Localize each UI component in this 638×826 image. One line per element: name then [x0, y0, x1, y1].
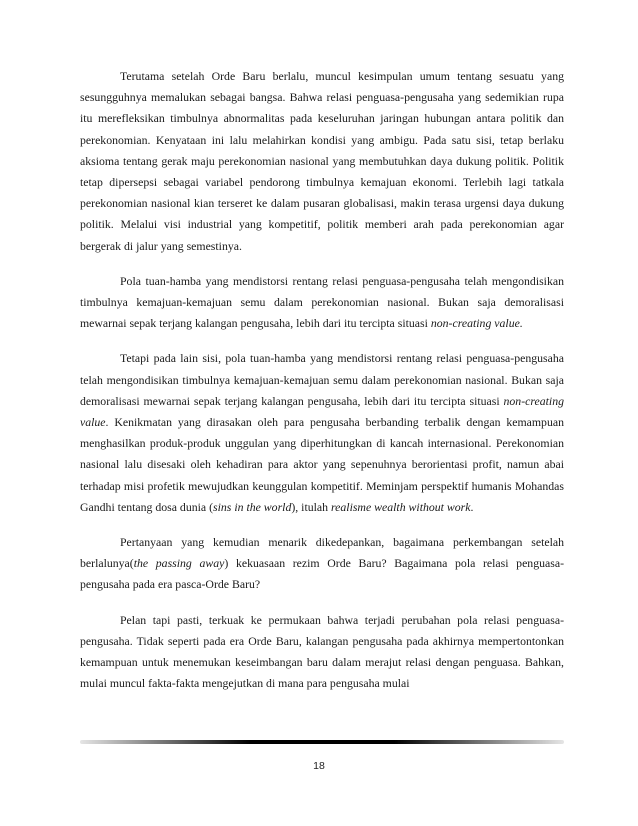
text-run: Pelan tapi pasti, terkuak ke permukaan bahwa terjadi perubahan pola relasi penguasa-pengusaha. Tidak seperti pada era Orde Baru, kalangan pengusaha pada akhirnya mempertontonkan kemampuan untuk menemukan keseimbangan baru dalam merajut relasi dengan penguasa. Bahkan, mulai muncul fakta-fakta mengejutkan di mana para pengusaha mulai: [80, 612, 564, 691]
text-run: . Kenikmatan yang dirasakan oleh para pengusaha berbanding terbalik dengan kemampuan menghasilkan produk-produk unggulan yang diperhitungkan di kancah internasional. Perekonomian nasional lalu disesaki oleh kehadiran para aktor yang sepenuhnya berorientasi profit, namun abai terhadap misi profetik mewujudkan keunggulan kompetitif. Meminjam perspektif humanis Mohandas Gandhi tentang dosa dunia (: [80, 415, 564, 514]
paragraph: [80, 348, 564, 518]
text-run: ) kekuasaan rezim Orde Baru? Bagaimana pola relasi penguasa-pengusaha pada era pasca-Orde Baru?: [80, 556, 564, 592]
paragraph: [80, 532, 564, 596]
text-run: Pertanyaan yang kemudian menarik dikedepankan, bagaimana perkembangan setelah berlalunya(: [80, 535, 564, 571]
italic-run: sins in the world: [213, 499, 292, 514]
italic-run: non-creating value.: [430, 316, 523, 331]
italic-run: non-creating value: [80, 393, 564, 430]
italic-run: realisme wealth without work: [331, 499, 471, 514]
text-run: Tetapi pada lain sisi, pola tuan-hamba yang mendistorsi rentang relasi penguasa-pengusaha telah mengondisikan timbulnya kemajuan-kemajuan semu dalam perekonomian nasional. Bukan saja demoralisasi mewarnai sepak terjang kalangan pengusaha, lebih dari itu tercipta situasi: [80, 351, 564, 408]
paragraph: [80, 271, 564, 335]
text-run: ), itulah: [291, 499, 331, 514]
paragraph: [80, 610, 564, 695]
body-text: [80, 66, 564, 708]
footer-rule: [80, 740, 564, 744]
page-number: 18: [313, 760, 325, 772]
paragraph: [80, 66, 564, 257]
text-run: Pola tuan-hamba yang mendistorsi rentang relasi penguasa-pengusaha telah mengondisikan timbulnya kemajuan-kemajuan semu dalam perekonomian nasional. Bukan saja demoralisasi mewarnai sepak terjang kalangan pengusaha, lebih dari itu tercipta situasi: [80, 273, 564, 331]
italic-run: the passing away: [133, 556, 225, 571]
text-run: .: [470, 499, 474, 514]
text-run: Terutama setelah Orde Baru berlalu, muncul kesimpulan umum tentang sesuatu yang sesungguhnya memalukan sebagai bangsa. Bahwa relasi penguasa-pengusaha yang sedemikian rupa itu merefleksikan timbulnya abnormalitas pada keseluruhan jaringan hubungan antara politik dan perekonomian. Kenyataan ini lalu melahirkan kondisi yang ambigu. Pada satu sisi, tetap berlaku aksioma tentang gerak maju perekonomian nasional yang membutuhkan daya dukung politik. Politik tetap dipersepsi sebagai variabel pendorong timbulnya kemajuan ekonomi. Terlebih lagi tatkala perekonomian nasional kian terseret ke dalam pusaran globalisasi, makin terasa urgensi daya dukung politik. Melalui visi industrial yang kompetitif, politik memberi arah pada perekonomian agar bergerak di jalur yang semestinya.: [80, 69, 564, 253]
